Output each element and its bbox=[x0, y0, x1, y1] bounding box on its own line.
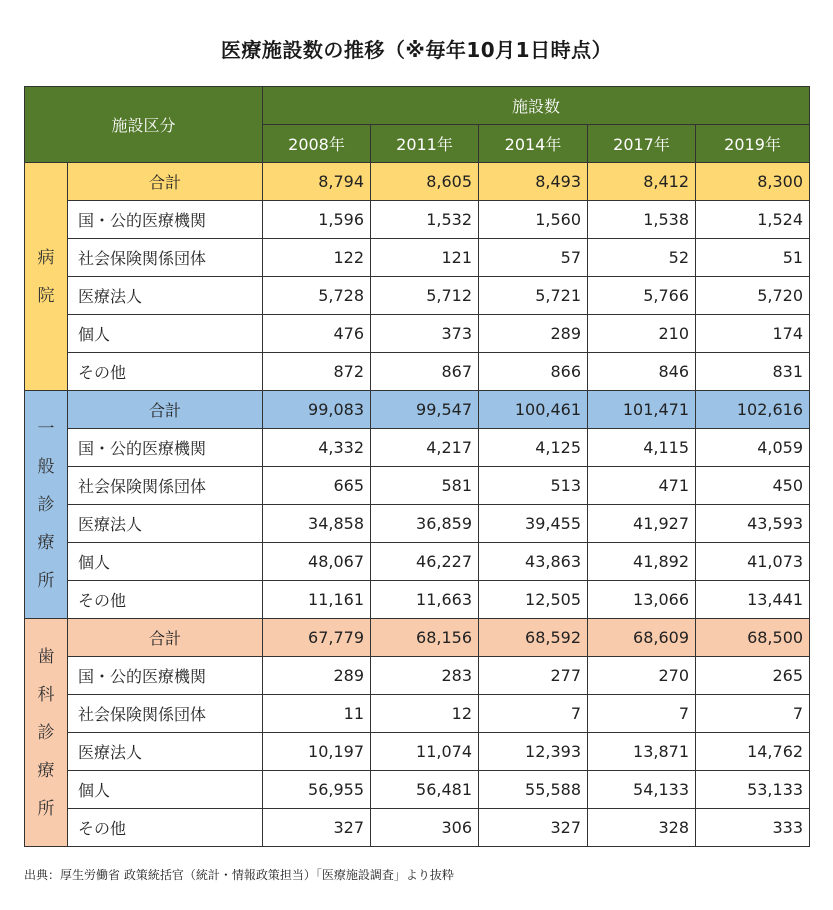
value-cell: 36,859 bbox=[371, 505, 479, 543]
value-cell: 5,720 bbox=[696, 277, 810, 315]
year-header: 2011年 bbox=[371, 125, 479, 163]
table-row bbox=[25, 543, 810, 581]
value-cell: 13,441 bbox=[696, 581, 810, 619]
value-cell: 1,538 bbox=[588, 201, 696, 239]
value-cell: 4,125 bbox=[479, 429, 588, 467]
table-body bbox=[25, 163, 810, 847]
value-cell: 51 bbox=[696, 239, 810, 277]
value-cell: 11,161 bbox=[263, 581, 371, 619]
value-cell: 867 bbox=[371, 353, 479, 391]
value-cell: 34,858 bbox=[263, 505, 371, 543]
category-label: 医療法人 bbox=[68, 505, 263, 543]
total-label: 合計 bbox=[68, 391, 263, 429]
category-label: 国・公的医療機関 bbox=[68, 429, 263, 467]
value-cell: 5,721 bbox=[479, 277, 588, 315]
group-label-char: 所 bbox=[37, 798, 55, 819]
value-cell: 4,217 bbox=[371, 429, 479, 467]
table-row bbox=[25, 429, 810, 467]
value-cell: 5,728 bbox=[263, 277, 371, 315]
group-label-char: 療 bbox=[37, 760, 55, 781]
year-header: 2017年 bbox=[588, 125, 696, 163]
table-row bbox=[25, 277, 810, 315]
value-cell: 373 bbox=[371, 315, 479, 353]
value-cell: 68,500 bbox=[696, 619, 810, 657]
table-row bbox=[25, 581, 810, 619]
table-row bbox=[25, 505, 810, 543]
value-cell: 277 bbox=[479, 657, 588, 695]
value-cell: 174 bbox=[696, 315, 810, 353]
value-cell: 46,227 bbox=[371, 543, 479, 581]
category-label: 医療法人 bbox=[68, 733, 263, 771]
group-label-char: 般 bbox=[37, 456, 55, 477]
value-cell: 210 bbox=[588, 315, 696, 353]
table-row bbox=[25, 619, 810, 657]
value-cell: 12,505 bbox=[479, 581, 588, 619]
value-cell: 327 bbox=[479, 809, 588, 847]
source-note: 出典：厚生労働省 政策統括官（統計・情報政策担当）「医療施設調査」より抜粋 bbox=[24, 868, 454, 882]
category-label: 社会保険関係団体 bbox=[68, 467, 263, 505]
value-cell: 39,455 bbox=[479, 505, 588, 543]
category-label: 個人 bbox=[68, 315, 263, 353]
value-cell: 333 bbox=[696, 809, 810, 847]
value-cell: 7 bbox=[696, 695, 810, 733]
value-cell: 100,461 bbox=[479, 391, 588, 429]
value-cell: 56,481 bbox=[371, 771, 479, 809]
category-label: その他 bbox=[68, 809, 263, 847]
dental-clinic-group-label bbox=[25, 619, 68, 847]
table-row bbox=[25, 391, 810, 429]
category-label: 医療法人 bbox=[68, 277, 263, 315]
value-cell: 56,955 bbox=[263, 771, 371, 809]
table-row bbox=[25, 467, 810, 505]
value-cell: 8,794 bbox=[263, 163, 371, 201]
category-header: 施設区分 bbox=[25, 87, 263, 163]
value-cell: 8,300 bbox=[696, 163, 810, 201]
value-cell: 54,133 bbox=[588, 771, 696, 809]
value-cell: 41,073 bbox=[696, 543, 810, 581]
value-cell: 55,588 bbox=[479, 771, 588, 809]
group-label-char: 病 bbox=[37, 247, 55, 268]
value-cell: 306 bbox=[371, 809, 479, 847]
value-cell: 43,593 bbox=[696, 505, 810, 543]
value-cell: 53,133 bbox=[696, 771, 810, 809]
category-label: その他 bbox=[68, 353, 263, 391]
group-label-char: 科 bbox=[37, 684, 55, 705]
value-cell: 122 bbox=[263, 239, 371, 277]
value-cell: 4,059 bbox=[696, 429, 810, 467]
value-cell: 846 bbox=[588, 353, 696, 391]
value-cell: 471 bbox=[588, 467, 696, 505]
group-label-char: 診 bbox=[37, 494, 55, 515]
table-row bbox=[25, 239, 810, 277]
group-label-char: 院 bbox=[37, 285, 55, 306]
value-cell: 665 bbox=[263, 467, 371, 505]
value-cell: 68,592 bbox=[479, 619, 588, 657]
value-cell: 68,609 bbox=[588, 619, 696, 657]
value-cell: 1,596 bbox=[263, 201, 371, 239]
value-cell: 68,156 bbox=[371, 619, 479, 657]
value-cell: 283 bbox=[371, 657, 479, 695]
value-cell: 101,471 bbox=[588, 391, 696, 429]
value-cell: 99,547 bbox=[371, 391, 479, 429]
value-cell: 121 bbox=[371, 239, 479, 277]
total-label: 合計 bbox=[68, 619, 263, 657]
value-cell: 7 bbox=[479, 695, 588, 733]
table-row bbox=[25, 353, 810, 391]
value-cell: 4,115 bbox=[588, 429, 696, 467]
page-title: 医療施設数の推移（※毎年10月1日時点） bbox=[220, 38, 613, 62]
value-cell: 289 bbox=[263, 657, 371, 695]
value-cell: 10,197 bbox=[263, 733, 371, 771]
category-label: 社会保険関係団体 bbox=[68, 695, 263, 733]
table-row bbox=[25, 315, 810, 353]
value-cell: 1,532 bbox=[371, 201, 479, 239]
table-row bbox=[25, 695, 810, 733]
group-label-char: 療 bbox=[37, 532, 55, 553]
general-clinic-group-label bbox=[25, 391, 68, 619]
value-cell: 270 bbox=[588, 657, 696, 695]
value-cell: 11,663 bbox=[371, 581, 479, 619]
category-label: 国・公的医療機関 bbox=[68, 201, 263, 239]
value-cell: 872 bbox=[263, 353, 371, 391]
table-row bbox=[25, 771, 810, 809]
table-row bbox=[25, 201, 810, 239]
value-cell: 41,892 bbox=[588, 543, 696, 581]
value-cell: 13,066 bbox=[588, 581, 696, 619]
value-cell: 831 bbox=[696, 353, 810, 391]
value-cell: 8,493 bbox=[479, 163, 588, 201]
value-cell: 476 bbox=[263, 315, 371, 353]
value-cell: 13,871 bbox=[588, 733, 696, 771]
value-cell: 4,332 bbox=[263, 429, 371, 467]
value-cell: 8,605 bbox=[371, 163, 479, 201]
group-label-char: 所 bbox=[37, 570, 55, 591]
category-label: 個人 bbox=[68, 543, 263, 581]
value-cell: 41,927 bbox=[588, 505, 696, 543]
year-header: 2008年 bbox=[263, 125, 371, 163]
value-cell: 14,762 bbox=[696, 733, 810, 771]
table-row bbox=[25, 163, 810, 201]
value-cell: 581 bbox=[371, 467, 479, 505]
year-header: 2019年 bbox=[696, 125, 810, 163]
table-row bbox=[25, 809, 810, 847]
group-label-char: 診 bbox=[37, 722, 55, 743]
value-cell: 265 bbox=[696, 657, 810, 695]
value-cell: 99,083 bbox=[263, 391, 371, 429]
group-label-char: 歯 bbox=[37, 646, 55, 667]
value-cell: 7 bbox=[588, 695, 696, 733]
value-cell: 11 bbox=[263, 695, 371, 733]
value-cell: 328 bbox=[588, 809, 696, 847]
value-cell: 43,863 bbox=[479, 543, 588, 581]
value-cell: 48,067 bbox=[263, 543, 371, 581]
value-cell: 52 bbox=[588, 239, 696, 277]
facility-table bbox=[24, 86, 810, 847]
category-label: 国・公的医療機関 bbox=[68, 657, 263, 695]
value-cell: 1,524 bbox=[696, 201, 810, 239]
category-label: その他 bbox=[68, 581, 263, 619]
value-cell: 11,074 bbox=[371, 733, 479, 771]
value-cell: 67,779 bbox=[263, 619, 371, 657]
category-label: 社会保険関係団体 bbox=[68, 239, 263, 277]
value-cell: 12,393 bbox=[479, 733, 588, 771]
table-row bbox=[25, 657, 810, 695]
value-cell: 57 bbox=[479, 239, 588, 277]
hospital-group-label bbox=[25, 163, 68, 391]
value-cell: 8,412 bbox=[588, 163, 696, 201]
total-label: 合計 bbox=[68, 163, 263, 201]
value-cell: 1,560 bbox=[479, 201, 588, 239]
group-label-char: 一 bbox=[37, 418, 55, 439]
value-cell: 289 bbox=[479, 315, 588, 353]
table-row bbox=[25, 733, 810, 771]
value-cell: 102,616 bbox=[696, 391, 810, 429]
value-cell: 327 bbox=[263, 809, 371, 847]
value-cell: 5,766 bbox=[588, 277, 696, 315]
value-cell: 12 bbox=[371, 695, 479, 733]
category-label: 個人 bbox=[68, 771, 263, 809]
value-cell: 450 bbox=[696, 467, 810, 505]
value-cell: 5,712 bbox=[371, 277, 479, 315]
facilities-header: 施設数 bbox=[263, 87, 810, 125]
year-header: 2014年 bbox=[479, 125, 588, 163]
value-cell: 513 bbox=[479, 467, 588, 505]
value-cell: 866 bbox=[479, 353, 588, 391]
